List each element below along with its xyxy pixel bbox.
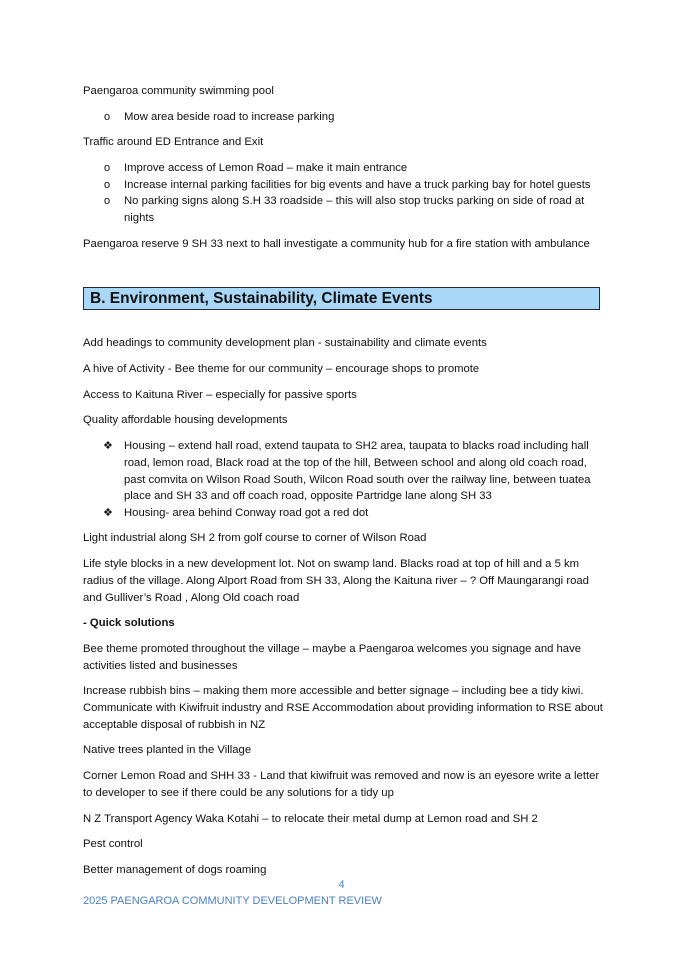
footer-title: 2025 PAENGAROA COMMUNITY DEVELOPMENT REVIEW bbox=[83, 895, 382, 907]
quick-item: Bee theme promoted throughout the village – maybe a Paengaroa welcomes you signage and have activities listed and businesses bbox=[83, 643, 582, 672]
quick-item: N Z Transport Agency Waka Kotahi – to relocate their metal dump at Lemon road and SH 2 bbox=[83, 813, 538, 825]
housing-item: Housing- area behind Conway road got a red dot bbox=[124, 507, 369, 519]
section-b-heading bbox=[83, 287, 600, 310]
circle-bullet-icon: o bbox=[104, 195, 111, 207]
diamond-bullet-icon: ❖ bbox=[103, 440, 113, 452]
paragraph: Add headings to community development plan - sustainability and climate events bbox=[83, 337, 487, 349]
pool-title: Paengaroa community swimming pool bbox=[83, 85, 274, 97]
quick-item: Better management of dogs roaming bbox=[83, 864, 267, 876]
lifestyle-text: Life style blocks in a new development lot. Not on swamp land. Blacks road at top of hill and a 5 km radius of the village. Along Alport Road from SH 33, Along the Kaituna river – ? Off Maungarangi road and Gulliver’s Road , Along Old coach road bbox=[83, 558, 589, 604]
traffic-item: Increase internal parking facilities for big events and have a truck parking bay for hotel guests bbox=[124, 179, 591, 191]
paragraph: Quality affordable housing developments bbox=[83, 414, 288, 426]
light-industrial-text: Light industrial along SH 2 from golf course to corner of Wilson Road bbox=[83, 532, 427, 544]
circle-bullet-icon: o bbox=[104, 179, 111, 191]
traffic-item: No parking signs along S.H 33 roadside – this will also stop trucks parking on side of road at nights bbox=[124, 195, 585, 224]
paragraph: Access to Kaituna River – especially for passive sports bbox=[83, 389, 357, 401]
traffic-item: Improve access of Lemon Road – make it main entrance bbox=[124, 162, 408, 174]
quick-item: Pest control bbox=[83, 838, 143, 850]
quick-item: Increase rubbish bins – making them more accessible and better signage – including bee a tidy kiwi. Communicate with Kiwifruit industry and RSE Accommodation about providing information to RSE about acceptable disposal of rubbish in NZ bbox=[83, 685, 603, 731]
circle-bullet-icon: o bbox=[104, 111, 111, 123]
quick-item: Corner Lemon Road and SHH 33 - Land that kiwifruit was removed and now is an eyesore write a letter to developer to see if there could be any solutions for a tidy up bbox=[83, 770, 600, 799]
quick-item: Native trees planted in the Village bbox=[83, 744, 252, 756]
circle-bullet-icon: o bbox=[104, 162, 111, 174]
paragraph: A hive of Activity - Bee theme for our community – encourage shops to promote bbox=[83, 363, 480, 375]
housing-item: Housing – extend hall road, extend taupata to SH2 area, taupata to blacks road including hall road, lemon road, Black road at the top of the hill, Between school and along old coach road, past comvita on Wilson Road South, Wilcon Road south over the railway line, between tuatea place and SH 33 and off coach road, opposite Partridge lane along SH 33 bbox=[124, 440, 591, 503]
traffic-title: Traffic around ED Entrance and Exit bbox=[83, 136, 264, 148]
page-number: 4 bbox=[338, 879, 345, 891]
section-b-heading-text: B. Environment, Sustainability, Climate Events bbox=[90, 290, 433, 307]
diamond-bullet-icon: ❖ bbox=[103, 507, 113, 519]
reserve-text: Paengaroa reserve 9 SH 33 next to hall investigate a community hub for a fire station with ambulance bbox=[83, 238, 590, 250]
quick-solutions-title: - Quick solutions bbox=[83, 617, 175, 629]
pool-item: Mow area beside road to increase parking bbox=[124, 111, 335, 123]
